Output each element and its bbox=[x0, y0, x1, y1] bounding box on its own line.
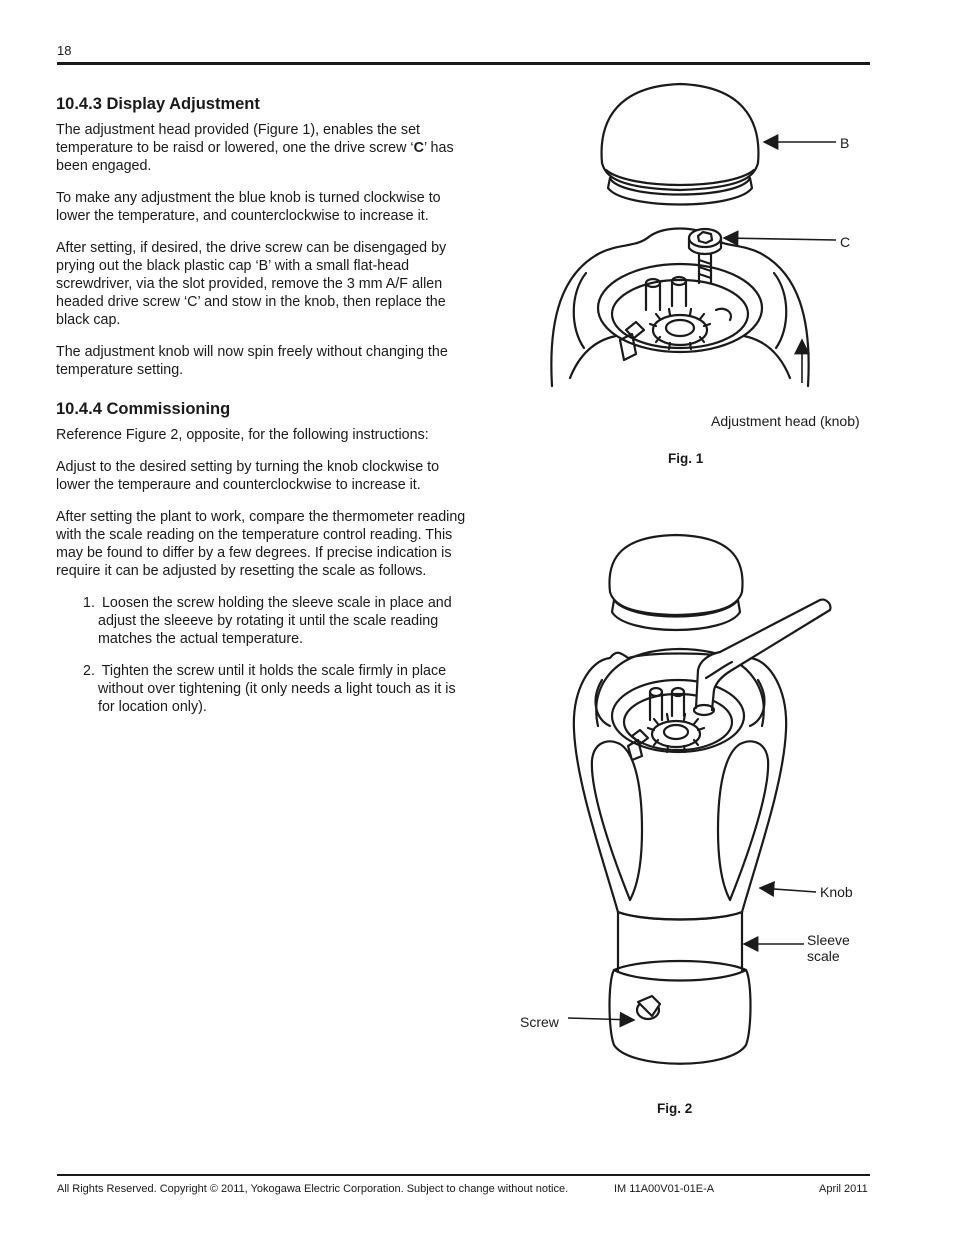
label-sleeve-line-1: Sleeve bbox=[807, 932, 850, 948]
label-sleeve-line-2: scale bbox=[807, 948, 840, 964]
paragraph-text: ’ has been engaged. bbox=[56, 140, 454, 174]
step-number: 1. bbox=[83, 595, 95, 611]
text-column bbox=[56, 94, 474, 730]
label-sleeve-scale bbox=[807, 932, 850, 964]
header-rule bbox=[57, 62, 870, 65]
label-screw: Screw bbox=[520, 1014, 559, 1030]
footer-copyright: All Rights Reserved. Copyright © 2011, Yokogawa Electric Corporation. Subject to change without notice. bbox=[57, 1183, 569, 1195]
paragraph bbox=[56, 121, 474, 175]
figure-2-caption: Fig. 2 bbox=[657, 1101, 693, 1116]
paragraph: Reference Figure 2, opposite, for the following instructions: bbox=[56, 427, 429, 443]
footer-doc-id: IM 11A00V01-01E-A bbox=[614, 1183, 715, 1195]
paragraph: After setting, if desired, the drive screw can be disengaged by prying out the black plastic cap ‘B’ with a small flat-head screwdriver, via the slot provided, remove the 3 mm A/F allen headed drive screw ‘C’ and stow in the knob, then replace the black cap. bbox=[56, 240, 447, 328]
section-heading-display-adjustment: 10.4.3 Display Adjustment bbox=[56, 95, 260, 113]
steps-list bbox=[56, 594, 474, 716]
section-heading-commissioning: 10.4.4 Commissioning bbox=[56, 400, 231, 418]
page-number: 18 bbox=[57, 43, 72, 58]
bold-letter: C bbox=[413, 140, 424, 156]
label-c: C bbox=[840, 234, 851, 250]
list-item bbox=[83, 594, 474, 648]
label-b: B bbox=[840, 135, 850, 151]
step-text: Tighten the screw until it holds the scale firmly in place without over tightening (it only needs a light touch as it is for location only). bbox=[98, 663, 456, 715]
paragraph: To make any adjustment the blue knob is turned clockwise to lower the temperature, and counterclockwise to increase it. bbox=[56, 190, 441, 224]
paragraph: The adjustment knob will now spin freely without changing the temperature setting. bbox=[56, 344, 448, 378]
step-number: 2. bbox=[83, 663, 95, 679]
figure-2-illustration bbox=[520, 530, 850, 1080]
label-adjustment-head: Adjustment head (knob) bbox=[711, 413, 860, 429]
figure-1-caption: Fig. 1 bbox=[668, 451, 704, 466]
footer-rule bbox=[57, 1174, 870, 1176]
list-item bbox=[83, 662, 474, 716]
paragraph: After setting the plant to work, compare the thermometer reading with the scale reading on the temperature control reading. This may be found to differ by a few degrees. If precise indication is require it can be adjusted by resetting the scale as follows. bbox=[56, 509, 466, 579]
paragraph-text: The adjustment head provided (Figure 1), enables the set temperature to be raisd or lowered, one the drive screw ‘ bbox=[56, 122, 420, 156]
label-knob: Knob bbox=[820, 884, 853, 900]
paragraph: Adjust to the desired setting by turning the knob clockwise to lower the temperaure and counterclockwise to increase it. bbox=[56, 459, 440, 493]
figure-1-illustration bbox=[540, 78, 870, 393]
step-text: Loosen the screw holding the sleeve scale in place and adjust the sleeeve by rotating it until the scale reading matches the actual temperature. bbox=[98, 595, 452, 647]
footer-date: April 2011 bbox=[819, 1183, 868, 1195]
